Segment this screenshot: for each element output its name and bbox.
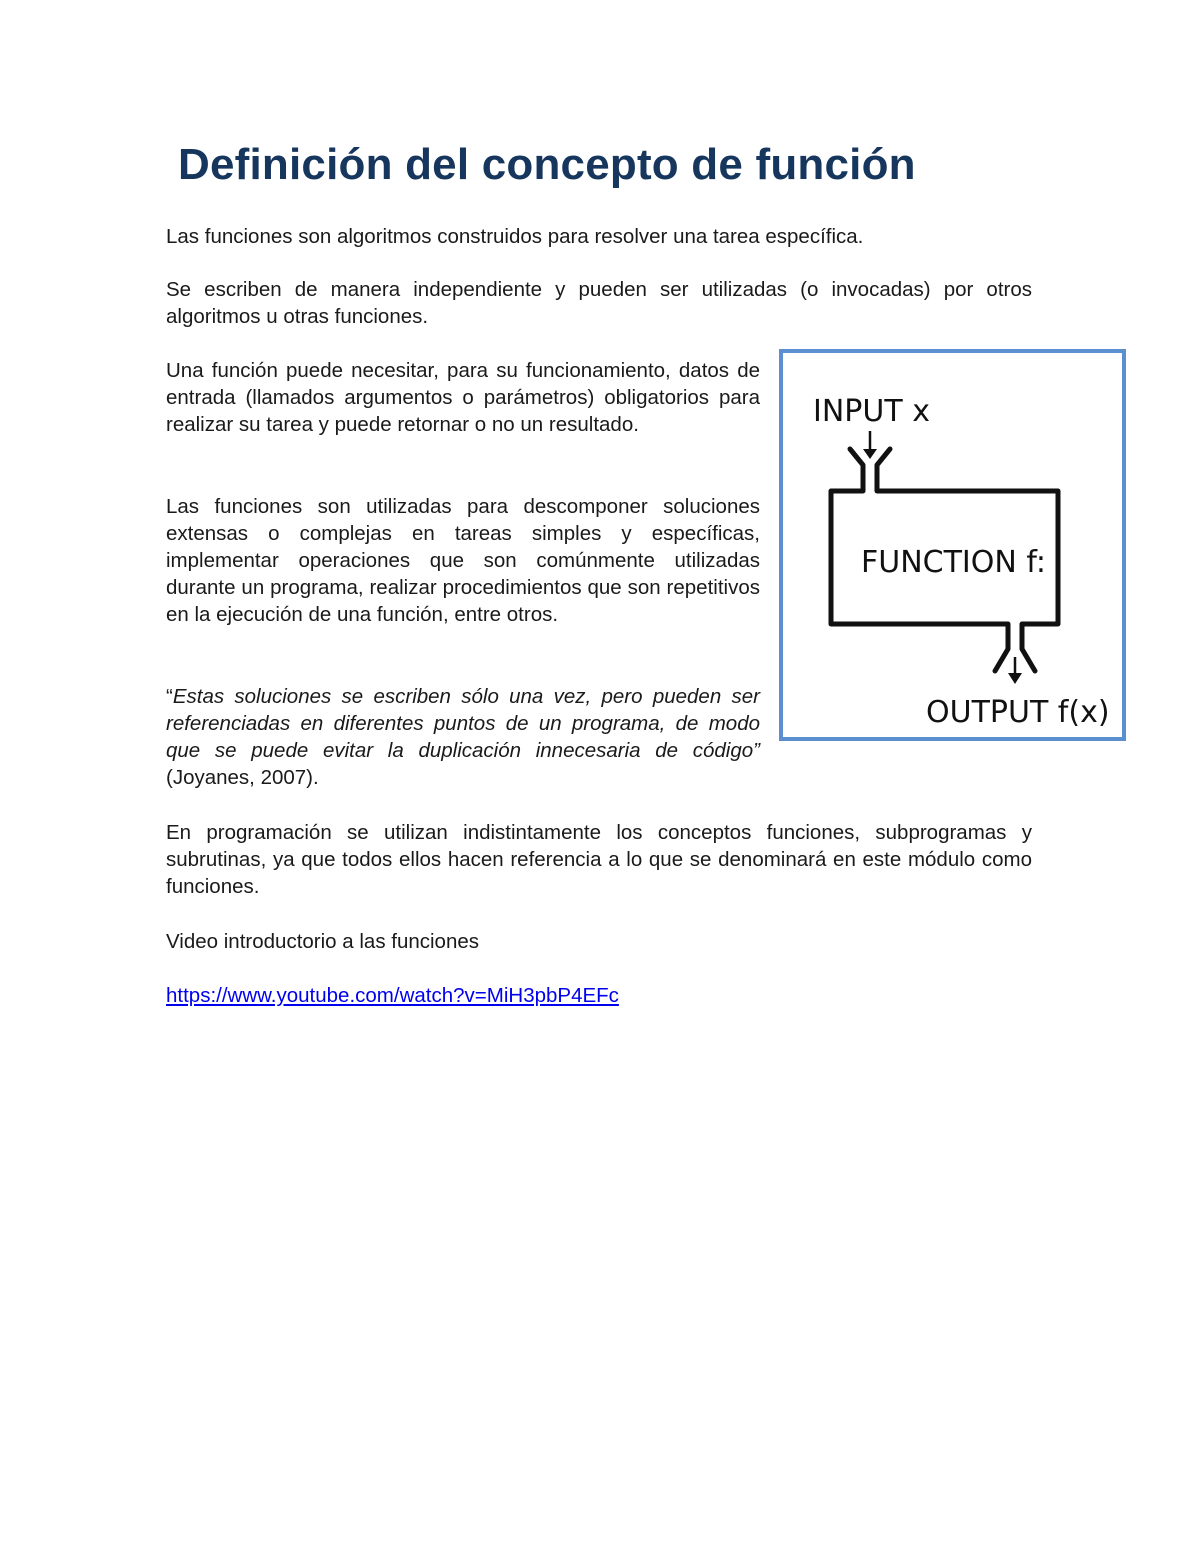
quote-citation: (Joyanes, 2007).	[166, 766, 319, 789]
input-arrow-head	[863, 449, 877, 459]
paragraph-terminology: En programación se utilizan indistintamente los conceptos funciones, subprogramas y subrutinas, ya que todos ellos hacen referencia a lo que se denominará en este módulo como funciones.	[166, 821, 1032, 898]
quote-open-mark: “	[166, 685, 173, 708]
diagram-output-label: OUTPUT f(x)	[926, 695, 1110, 730]
quote-text: Estas soluciones se escriben sólo una vez, pero pueden ser referenciadas en diferentes puntos de un programa, de modo que se puede evitar la duplicación innecesaria de código	[166, 685, 760, 762]
video-link-line	[166, 982, 766, 1009]
video-link[interactable]: https://www.youtube.com/watch?v=MiH3pbP4EFc	[166, 984, 619, 1007]
video-label: Video introductorio a las funciones	[166, 930, 480, 953]
paragraph-inputs: Una función puede necesitar, para su funcionamiento, datos de entrada (llamados argumentos o parámetros) obligatorios para realizar su tarea y puede retornar o no un resultado.	[166, 359, 760, 436]
paragraph-uses: Las funciones son utilizadas para descomponer soluciones extensas o complejas en tareas simples y específicas, implementar operaciones que son comúnmente utilizadas durante un programa, realizar procedimientos que son repetitivos en la ejecución de una función, entre otros.	[166, 495, 760, 626]
page-title: Definición del concepto de función	[178, 140, 916, 189]
function-diagram-svg	[783, 353, 1122, 737]
output-arrow-head	[1008, 673, 1022, 684]
diagram-function-label: FUNCTION f:	[861, 545, 1046, 580]
function-diagram	[779, 349, 1126, 741]
paragraph-definition: Las funciones son algoritmos construidos para resolver una tarea específica.	[166, 225, 864, 248]
paragraph-independence: Se escriben de manera independiente y pueden ser utilizadas (o invocadas) por otros algoritmos u otras funciones.	[166, 278, 1032, 328]
paragraph-quote	[166, 683, 760, 791]
diagram-input-label: INPUT x	[813, 394, 930, 429]
quote-close-mark: ”	[753, 739, 760, 762]
